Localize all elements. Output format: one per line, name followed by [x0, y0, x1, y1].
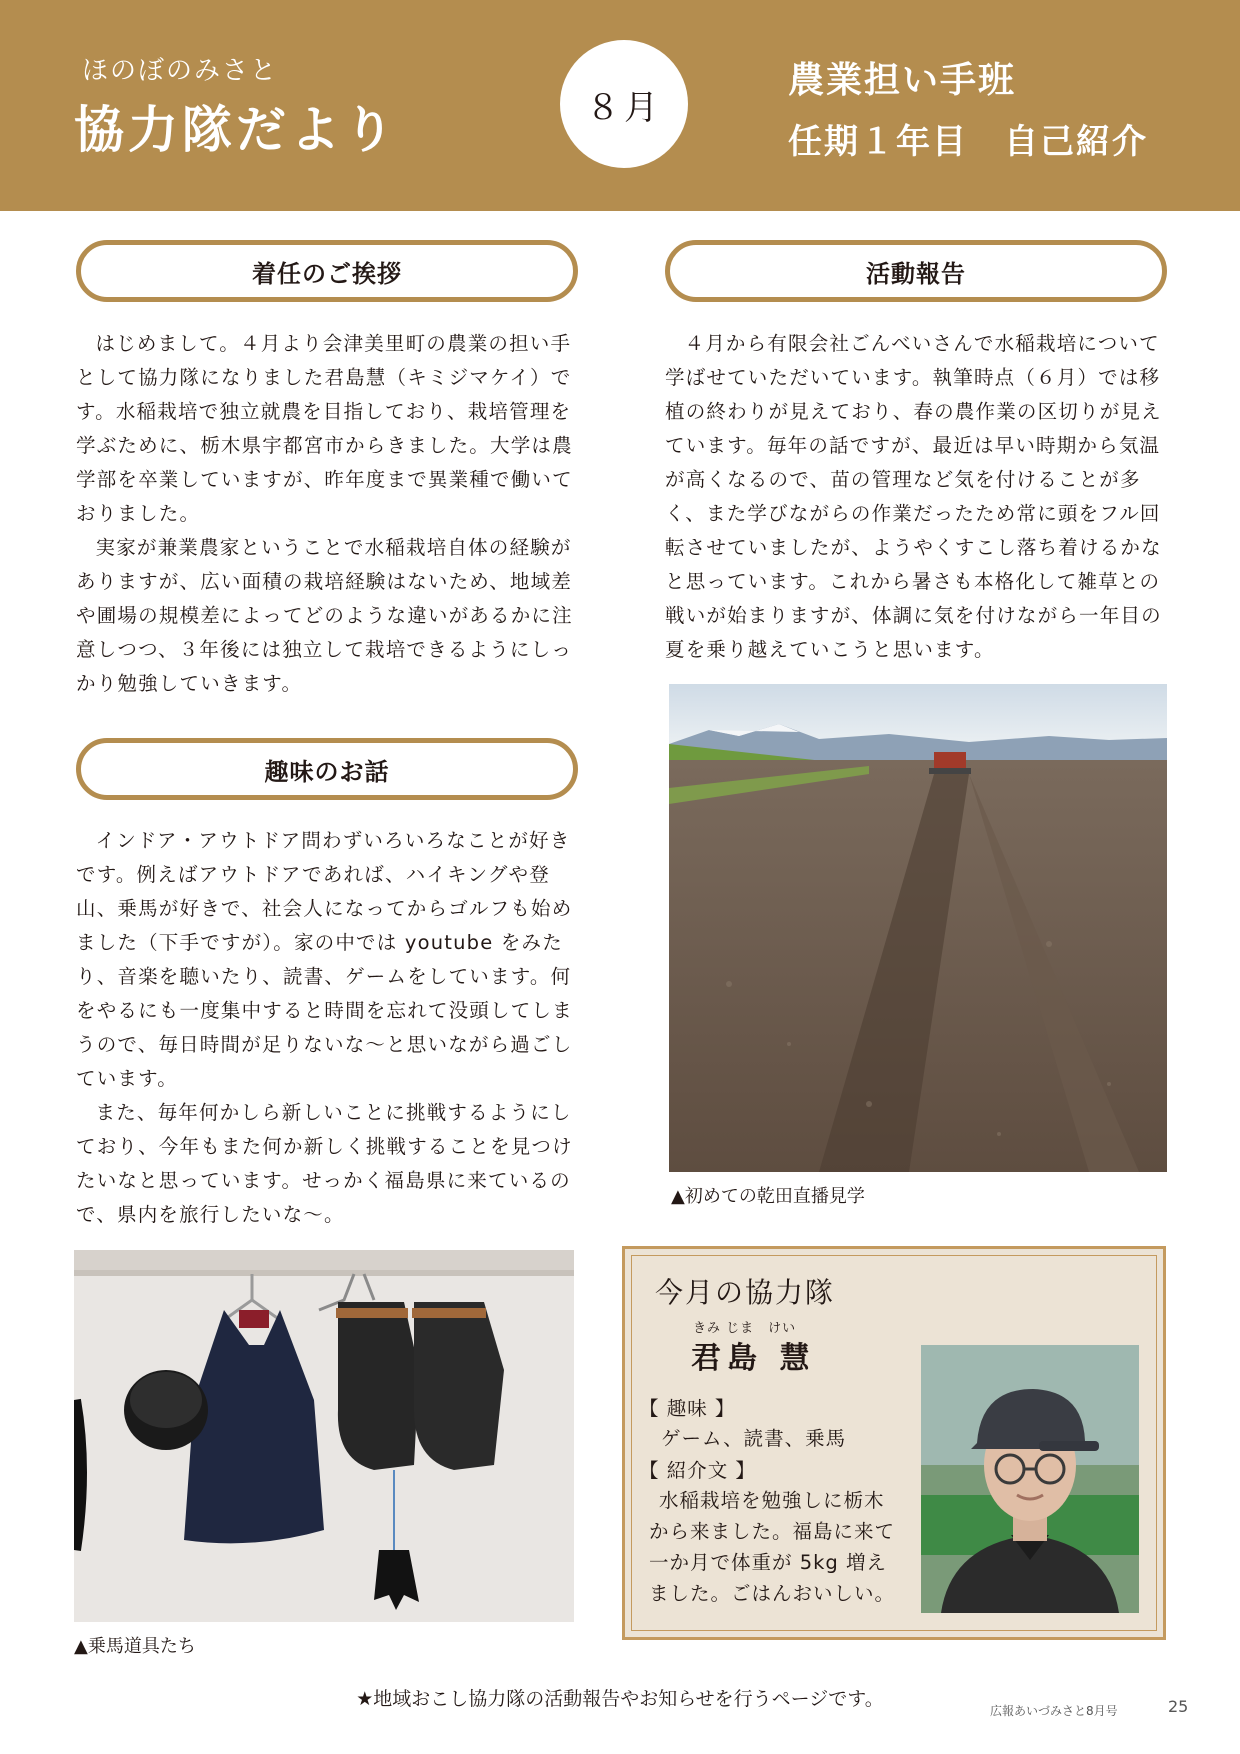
profile-intro-line-4: ました。ごはんおいしい。	[649, 1582, 896, 1605]
hobby-paragraph-2: また、毎年何かしら新しいことに挑戦するようにしており、今年もまた何か新しく挑戦することを見つけたいなと思っています。せっかく福島県に来ているので、県内を旅行したいな～。	[76, 1101, 573, 1226]
footer-magazine: 広報あいづみさと8月号	[990, 1704, 1118, 1718]
month-label: ８月	[586, 87, 662, 128]
profile-hobby-label: 【 趣味 】	[639, 1397, 736, 1420]
riding-gear-illustration	[74, 1250, 574, 1622]
profile-intro-line-3: 一か月で体重が 5kg 増え	[649, 1551, 887, 1574]
activity-body	[665, 327, 1167, 667]
page-title: 協力隊だより	[74, 101, 398, 159]
greeting-paragraph-2: 実家が兼業農家ということで水稲栽培自体の経験がありますが、広い面積の栽培経験はないため、地域差や圃場の規模差によってどのような違いがあるかに注意しつつ、３年後には独立して栽培できるようにしっかり勉強していきます。	[76, 536, 573, 695]
team-name: 農業担い手班	[788, 60, 1017, 101]
header-banner	[0, 0, 1240, 211]
header-kicker: ほのぼのみさと	[82, 56, 279, 86]
page-number: 25	[1168, 1697, 1189, 1716]
greeting-body	[76, 327, 578, 701]
profile-portrait	[921, 1345, 1139, 1613]
month-badge	[560, 40, 688, 168]
profile-intro-label: 【 紹介文 】	[639, 1459, 756, 1482]
profile-card	[622, 1246, 1166, 1640]
activity-heading: 活動報告	[665, 240, 1167, 302]
hobby-heading: 趣味のお話	[76, 738, 578, 800]
field-illustration	[669, 684, 1167, 1172]
profile-hobby-text: ゲーム、読書、乗馬	[661, 1427, 847, 1450]
profile-name-ruby: きみ じま けい	[693, 1321, 797, 1336]
activity-paragraph-1: ４月から有限会社ごんべいさんで水稲栽培について学ばせていただいています。執筆時点（６月）では移植の終わりが見えており、春の農作業の区切りが見えています。毎年の話ですが、最近は早い時期から気温が高くなるので、苗の管理など気を付けることが多く、また学びながらの作業だったため常に頭をフル回転させていましたが、ようやくすこし落ち着けるかなと思っています。これから暑さも本格化して雑草との戦いが始まりますが、体調に気を付けながら一年目の夏を乗り越えていこうと思います。	[665, 332, 1162, 661]
profile-name: 君島 慧	[691, 1341, 816, 1376]
greeting-heading: 着任のご挨拶	[76, 240, 578, 302]
portrait-illustration	[921, 1345, 1139, 1613]
footer-note: ★地域おこし協力隊の活動報告やお知らせを行うページです。	[356, 1688, 884, 1710]
hobby-body	[76, 824, 578, 1232]
gear-caption: ▲乗馬道具たち	[74, 1636, 196, 1657]
profile-heading: 今月の協力隊	[655, 1276, 836, 1309]
field-caption: ▲初めての乾田直播見学	[671, 1186, 865, 1207]
greeting-paragraph-1: はじめまして。４月より会津美里町の農業の担い手として協力隊になりました君島慧（キミジマケイ）です。水稲栽培で独立就農を目指しており、栽培管理を学ぶために、栃木県宇都宮市からきました。大学は農学部を卒業していますが、昨年度まで異業種で働いておりました。	[76, 332, 573, 525]
riding-gear-photo	[74, 1250, 574, 1622]
profile-intro-line-2: から来ました。福島に来て	[649, 1520, 896, 1543]
hobby-paragraph-1: インドア・アウトドア問わずいろいろなことが好きです。例えばアウトドアであれば、ハイキングや登山、乗馬が好きで、社会人になってからゴルフも始めました（下手ですが）。家の中では youtube をみたり、音楽を聴いたり、読書、ゲームをしています。何をやるにも一度集中すると時間を忘れて没頭してしまうので、毎日時間が足りないな～と思いながら過ごしています。	[76, 829, 573, 1090]
field-photo	[669, 684, 1167, 1172]
term-label: 任期１年目 自己紹介	[788, 122, 1148, 162]
profile-intro-line-1: 水稲栽培を勉強しに栃木	[659, 1489, 885, 1512]
